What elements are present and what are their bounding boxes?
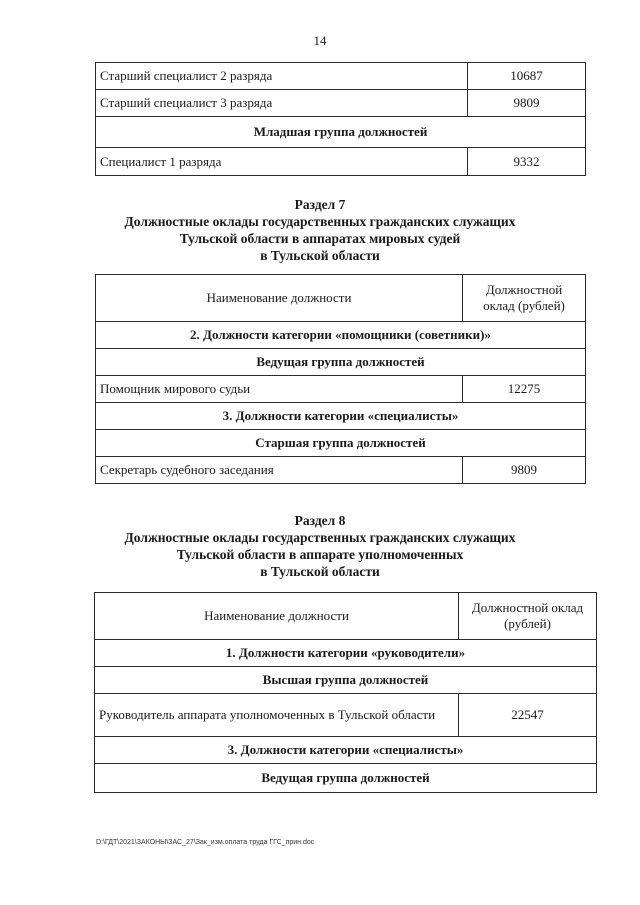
salary-table-continued — [95, 62, 586, 176]
category-heading: 3. Должности категории «специалисты» — [95, 737, 597, 764]
category-heading: 1. Должности категории «руководители» — [95, 640, 597, 667]
section-8-title — [0, 512, 640, 580]
column-header-salary — [463, 275, 586, 322]
group-heading: Ведущая группа должностей — [95, 764, 597, 793]
salary-value: 9332 — [468, 148, 586, 176]
salary-value: 12275 — [463, 376, 586, 403]
salary-value: 22547 — [459, 694, 597, 737]
group-row — [96, 349, 586, 376]
table-row — [96, 376, 586, 403]
position-name: Старший специалист 3 разряда — [96, 90, 468, 117]
section-heading: Раздел 7 — [294, 197, 346, 212]
category-row — [96, 322, 586, 349]
section-title-line: в Тульской области — [260, 248, 380, 263]
table-row — [96, 63, 586, 90]
table-row — [96, 457, 586, 484]
group-heading: Высшая группа должностей — [95, 667, 597, 694]
group-row — [95, 667, 597, 694]
salary-value: 9809 — [468, 90, 586, 117]
position-name: Помощник мирового судьи — [96, 376, 463, 403]
section-title-line: Должностные оклады государственных гражданских служащих — [124, 214, 516, 229]
section-title-line: Тульской области в аппарате уполномоченных — [176, 547, 464, 562]
position-name: Старший специалист 2 разряда — [96, 63, 468, 90]
column-header-salary — [459, 593, 597, 640]
header-row — [96, 275, 586, 322]
group-heading: Ведущая группа должностей — [96, 349, 586, 376]
section-7-title — [0, 196, 640, 264]
salary-table-section-8 — [94, 592, 597, 793]
header-line: (рублей) — [504, 616, 551, 631]
table-row — [96, 90, 586, 117]
section-title-line: Должностные оклады государственных гражданских служащих — [124, 530, 516, 545]
file-path-footer: D:\ГДТ\2021\ЗАКОНЫ\ЗАС_27\Зак_изм.оплата труда ГГС_прин.doc — [96, 839, 315, 846]
table-row — [95, 694, 597, 737]
header-line: оклад (рублей) — [483, 298, 565, 313]
group-row — [95, 764, 597, 793]
column-header-name: Наименование должности — [96, 275, 463, 322]
header-line: Должностной — [485, 282, 563, 297]
group-heading: Младшая группа должностей — [96, 117, 586, 148]
group-heading: Старшая группа должностей — [96, 430, 586, 457]
category-row — [96, 403, 586, 430]
table-row — [96, 148, 586, 176]
header-line: Должностной оклад — [471, 600, 584, 615]
category-heading: 2. Должности категории «помощники (советники)» — [96, 322, 586, 349]
group-row — [96, 430, 586, 457]
section-title-line: в Тульской области — [260, 564, 380, 579]
header-row — [95, 593, 597, 640]
position-name: Руководитель аппарата уполномоченных в Тульской области — [95, 694, 459, 737]
category-row — [95, 640, 597, 667]
category-row — [95, 737, 597, 764]
salary-table-section-7 — [95, 274, 586, 484]
position-name: Секретарь судебного заседания — [96, 457, 463, 484]
salary-value: 9809 — [463, 457, 586, 484]
section-heading: Раздел 8 — [294, 513, 346, 528]
position-name: Специалист 1 разряда — [96, 148, 468, 176]
page-number: 14 — [313, 33, 327, 48]
salary-value: 10687 — [468, 63, 586, 90]
category-heading: 3. Должности категории «специалисты» — [96, 403, 586, 430]
column-header-name: Наименование должности — [95, 593, 459, 640]
section-title-line: Тульской области в аппаратах мировых судей — [179, 231, 461, 246]
group-row — [96, 117, 586, 148]
